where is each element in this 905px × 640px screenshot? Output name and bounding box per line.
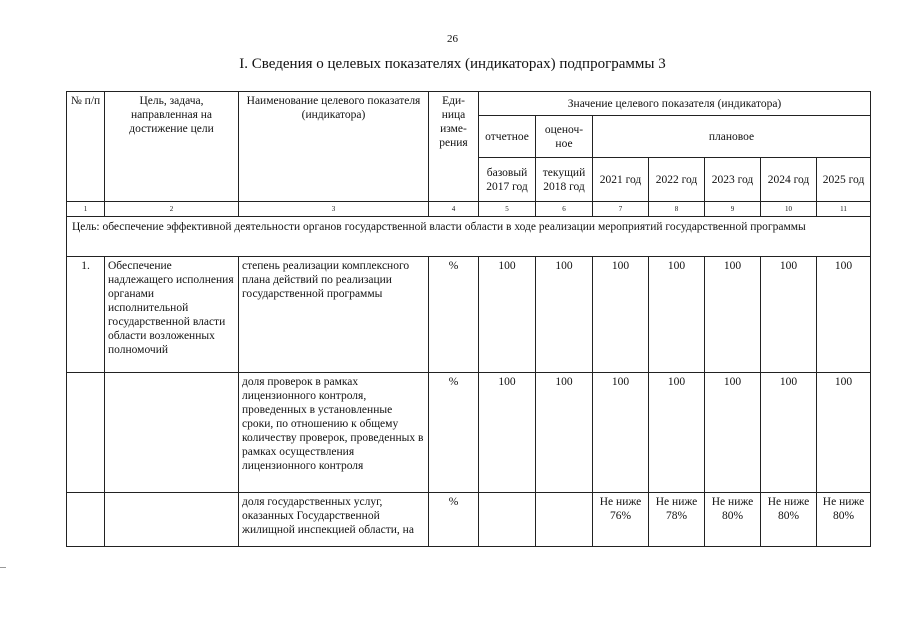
header-current-year: текущий 2018 год: [536, 158, 593, 202]
header-indicator: Наименование целевого показателя (индикатора): [239, 92, 429, 202]
row-value-2023: Не ниже 80%: [705, 493, 761, 547]
row-value-2023: 100: [705, 257, 761, 373]
table-row: [67, 257, 871, 373]
column-number: 7: [593, 202, 649, 217]
header-num: № п/п: [67, 92, 105, 202]
row-value-2024: 100: [761, 257, 817, 373]
row-unit: %: [429, 493, 479, 547]
column-number: 3: [239, 202, 429, 217]
column-number: 2: [105, 202, 239, 217]
indicators-table: [66, 91, 871, 547]
row-indicator: степень реализации комплексного плана действий по реализации государственной программы: [239, 257, 429, 373]
column-number: 1: [67, 202, 105, 217]
row-value-base: 100: [479, 257, 536, 373]
goal-row: Цель: обеспечение эффективной деятельности органов государственной власти области в ходе реализации мероприятий государственной программы: [67, 217, 871, 257]
row-value-base: [479, 493, 536, 547]
row-value-2025: Не ниже 80%: [817, 493, 871, 547]
row-value-2025: 100: [817, 373, 871, 493]
header-value: Значение целевого показателя (индикатора): [479, 92, 871, 116]
row-value-current: 100: [536, 257, 593, 373]
row-unit: %: [429, 373, 479, 493]
row-value-current: [536, 493, 593, 547]
table-row: [67, 373, 871, 493]
header-reported: отчетное: [479, 116, 536, 158]
row-number: [67, 373, 105, 493]
header-year-2022: 2022 год: [649, 158, 705, 202]
header-year-2021: 2021 год: [593, 158, 649, 202]
column-number: 8: [649, 202, 705, 217]
row-value-2022: 100: [649, 257, 705, 373]
row-value-2021: Не ниже 76%: [593, 493, 649, 547]
row-value-2025: 100: [817, 257, 871, 373]
row-value-2021: 100: [593, 257, 649, 373]
page-number: 26: [447, 33, 458, 45]
header-year-2025: 2025 год: [817, 158, 871, 202]
header-base-year: базовый 2017 год: [479, 158, 536, 202]
column-number: 4: [429, 202, 479, 217]
row-value-current: 100: [536, 373, 593, 493]
column-number: 6: [536, 202, 593, 217]
row-value-2022: Не ниже 78%: [649, 493, 705, 547]
row-unit: %: [429, 257, 479, 373]
column-number: 5: [479, 202, 536, 217]
header-goal: Цель, задача, направленная на достижение цели: [105, 92, 239, 202]
scan-margin-mark: [0, 567, 6, 568]
row-task: [105, 493, 239, 547]
column-number: 11: [817, 202, 871, 217]
table-row: [67, 493, 871, 547]
row-number: [67, 493, 105, 547]
row-value-2024: Не ниже 80%: [761, 493, 817, 547]
row-task: [105, 373, 239, 493]
column-number: 9: [705, 202, 761, 217]
header-year-2023: 2023 год: [705, 158, 761, 202]
row-value-2023: 100: [705, 373, 761, 493]
page-title: I. Сведения о целевых показателях (индикаторах) подпрограммы 3: [239, 56, 666, 72]
header-estimated: оценоч-ное: [536, 116, 593, 158]
row-indicator: доля проверок в рамках лицензионного контроля, проведенных в установленные сроки, по отношению к общему количеству проверок, проведенных в рамках осуществления лицензионного контроля: [239, 373, 429, 493]
row-number: 1.: [67, 257, 105, 373]
row-value-2022: 100: [649, 373, 705, 493]
header-planned: плановое: [593, 116, 871, 158]
header-year-2024: 2024 год: [761, 158, 817, 202]
header-unit: Еди-ница изме-рения: [429, 92, 479, 202]
row-indicator: доля государственных услуг, оказанных Государственной жилищной инспекцией области, на: [239, 493, 429, 547]
row-value-2021: 100: [593, 373, 649, 493]
column-number: 10: [761, 202, 817, 217]
row-task: Обеспечение надлежащего исполнения органами исполнительной государственной власти области возложенных полномочий: [105, 257, 239, 373]
row-value-2024: 100: [761, 373, 817, 493]
row-value-base: 100: [479, 373, 536, 493]
